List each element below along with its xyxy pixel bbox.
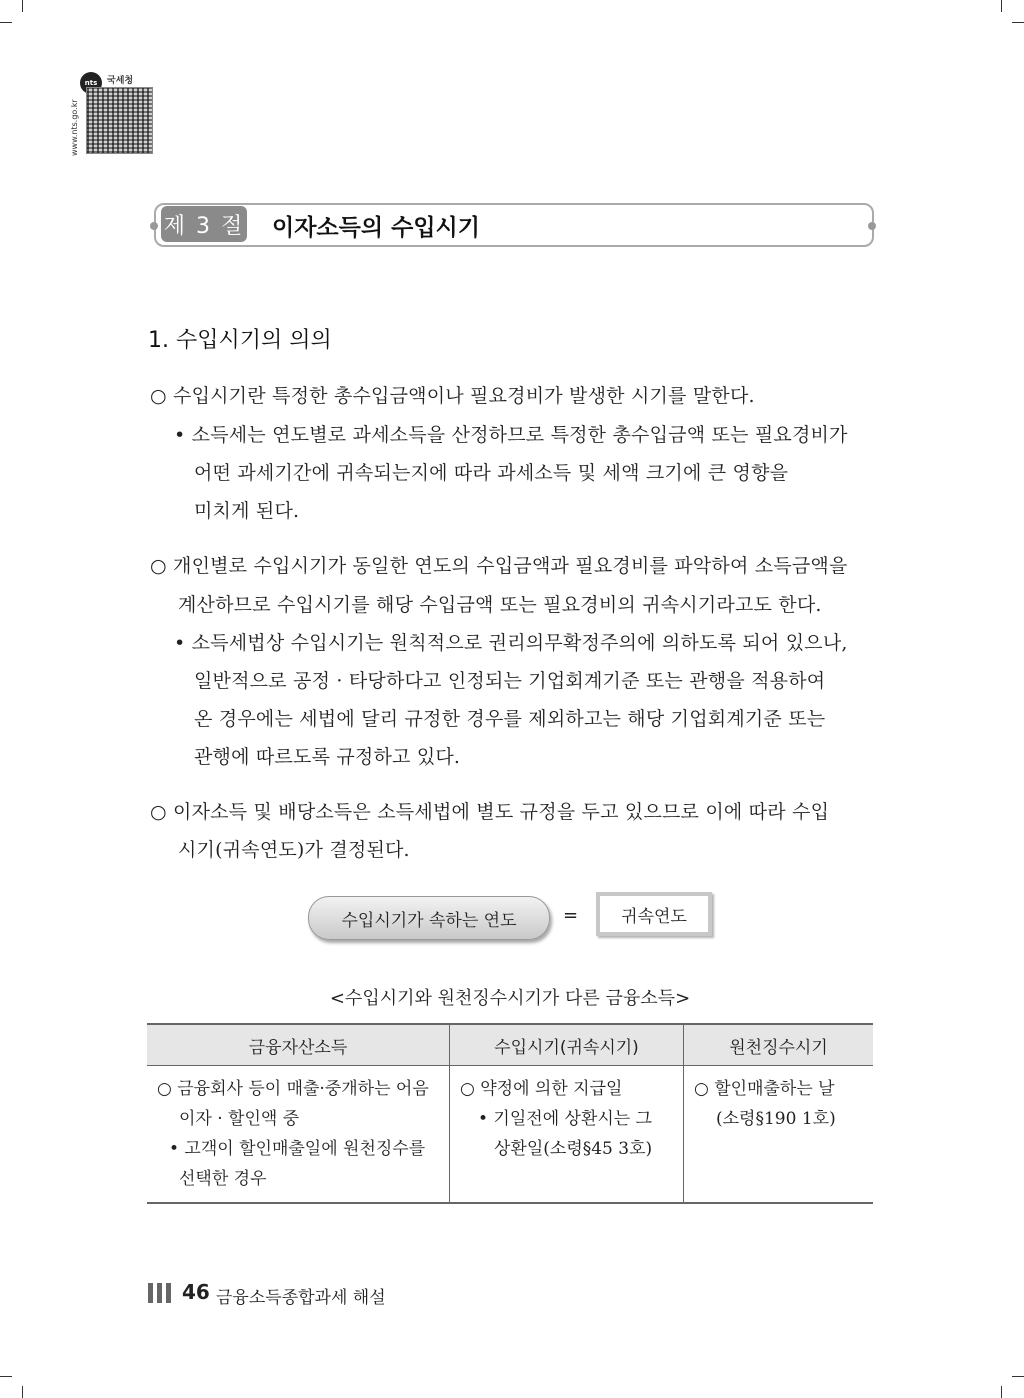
paragraph-line: ○ 이자소득 및 배당소득은 소득세법에 별도 규정을 두고 있으므로 이에 따라 수입	[150, 801, 830, 823]
paragraph-line: 시기(귀속연도)가 결정된다.	[178, 839, 410, 861]
cell-line: 상환일(소령§45 3호)	[494, 1139, 653, 1159]
qr-code-icon	[86, 87, 153, 154]
paragraph-line: 계산하므로 수입시기를 해당 수입금액 또는 필요경비의 귀속시기라고도 한다.	[178, 594, 822, 616]
cell-line: ○ 할인매출하는 날	[694, 1079, 835, 1099]
crop-mark	[22, 1386, 23, 1398]
formula-left-pill: 수입시기가 속하는 연도	[308, 896, 550, 940]
table-cell	[450, 1066, 684, 1204]
cell-line: • 기일전에 상환시는 그	[478, 1109, 653, 1129]
bullet-line: 관행에 따르도록 규정하고 있다.	[194, 746, 461, 768]
equals-sign: =	[563, 905, 579, 926]
nts-logo-icon: nts	[80, 72, 102, 94]
cell-line: (소령§190 1호)	[716, 1109, 836, 1129]
paragraph-line: ○ 개인별로 수입시기가 동일한 연도의 수입금액과 필요경비를 파악하여 소득금액을	[150, 555, 848, 577]
cell-line: 선택한 경우	[179, 1169, 267, 1189]
column-header: 수입시기(귀속시기)	[450, 1024, 684, 1066]
page-number: 46	[182, 1280, 210, 1304]
site-url: www.nts.go.kr	[70, 99, 79, 156]
cell-line: 이자 · 할인액 중	[179, 1109, 300, 1129]
table-cell	[147, 1066, 450, 1204]
section-title: 이자소득의 수입시기	[272, 215, 480, 241]
section-banner	[154, 203, 874, 247]
crop-mark	[1012, 22, 1024, 23]
cell-line: ○ 약정에 의한 지급일	[460, 1079, 623, 1099]
crop-mark	[1001, 1386, 1002, 1398]
crop-mark	[0, 22, 12, 23]
formula-right-box: 귀속연도	[596, 892, 712, 936]
bullet-line: 어떤 과세기간에 귀속되는지에 따라 과세소득 및 세액 크기에 큰 영향을	[194, 462, 789, 484]
paragraph-line: ○ 수입시기란 특정한 총수입금액이나 필요경비가 발생한 시기를 말한다.	[150, 385, 755, 407]
cell-line: • 고객이 할인매출일에 원천징수를	[169, 1139, 426, 1159]
bullet-line: 온 경우에는 세법에 달리 규정한 경우를 제외하고는 해당 기업회계기준 또는	[194, 708, 826, 730]
footer-bars-icon	[148, 1283, 174, 1303]
bullet-line: 일반적으로 공정 · 타당하다고 인정되는 기업회계기준 또는 관행을 적용하여	[194, 670, 826, 692]
banner-dot-right	[868, 222, 876, 230]
column-header: 원천징수시기	[684, 1024, 874, 1066]
table-caption: <수입시기와 원천징수시기가 다른 금융소득>	[329, 988, 691, 1009]
crop-mark	[1012, 1376, 1024, 1377]
bullet-line: • 소득세법상 수입시기는 원칙적으로 권리의무확정주의에 의하도록 되어 있으나,	[174, 632, 848, 654]
banner-dot-left	[150, 222, 158, 230]
income-timing-table	[147, 1023, 873, 1204]
bullet-line: 미치게 된다.	[194, 500, 300, 522]
subsection-heading: 1. 수입시기의 의의	[148, 328, 332, 353]
table-cell	[684, 1066, 874, 1204]
crop-mark	[1001, 0, 1002, 12]
column-header: 금융자산소득	[147, 1024, 450, 1066]
table-row	[147, 1066, 873, 1204]
cell-line: ○ 금융회사 등이 매출·중개하는 어음	[157, 1079, 429, 1099]
crop-mark	[0, 1376, 12, 1377]
table-header-row	[147, 1024, 873, 1066]
book-title: 금융소득종합과세 해설	[216, 1288, 386, 1308]
bullet-line: • 소득세는 연도별로 과세소득을 산정하므로 특정한 총수입금액 또는 필요경비가	[174, 424, 848, 446]
org-name: 국세청	[107, 76, 134, 86]
section-tag: 제 3 절	[161, 206, 247, 242]
crop-mark	[22, 0, 23, 12]
